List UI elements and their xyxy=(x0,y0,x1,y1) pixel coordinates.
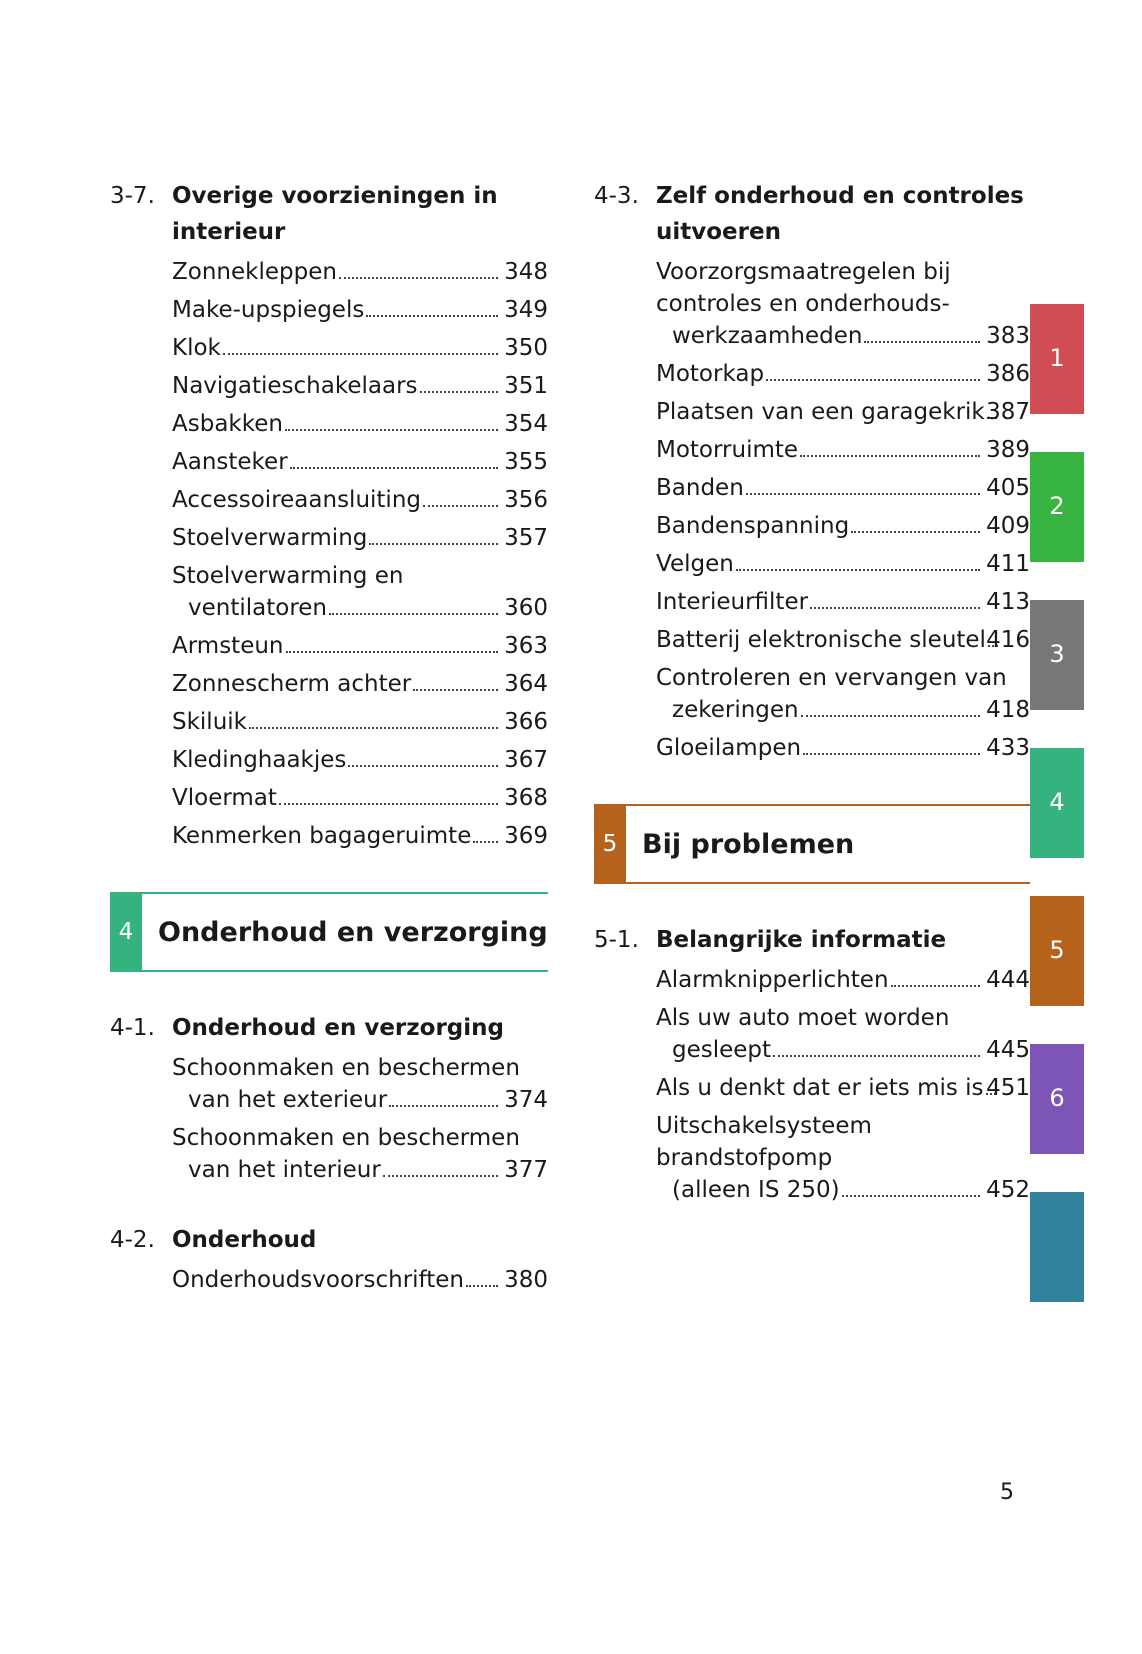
dot-leader xyxy=(891,985,981,987)
dot-leader xyxy=(736,569,980,571)
dot-leader xyxy=(801,715,980,717)
toc-entry-label-continued: van het exterieur xyxy=(188,1087,388,1113)
dot-leader xyxy=(279,803,498,805)
chapter-tab-2[interactable]: 2 xyxy=(1030,452,1084,562)
toc-page-number: 360 xyxy=(504,595,548,621)
toc-entry[interactable] xyxy=(656,1002,1030,1066)
chapter-banner-4[interactable] xyxy=(110,892,548,972)
toc-page-number: 363 xyxy=(504,633,548,659)
chapter-number: 5 xyxy=(594,804,626,884)
chapter-tab-4[interactable]: 4 xyxy=(1030,748,1084,858)
chapter-tab-5[interactable]: 5 xyxy=(1030,896,1084,1006)
dot-leader xyxy=(864,341,980,343)
dot-leader xyxy=(746,493,980,495)
toc-page-number: 350 xyxy=(504,335,548,361)
toc-entry[interactable] xyxy=(656,1110,1030,1206)
section-number: 4-2. xyxy=(110,1227,155,1253)
chapter-number: 4 xyxy=(110,892,142,972)
dot-leader xyxy=(389,1105,498,1107)
toc-entry[interactable] xyxy=(172,256,548,288)
toc-page-number: 357 xyxy=(504,525,548,551)
section-number: 4-3. xyxy=(594,183,639,209)
toc-page-number: 380 xyxy=(504,1267,548,1293)
dot-leader xyxy=(223,353,498,355)
toc-entry[interactable] xyxy=(172,630,548,662)
section-number: 4-1. xyxy=(110,1015,155,1041)
toc-entry-label: Kenmerken bagageruimte xyxy=(172,823,472,849)
toc-entry-label: Schoonmaken en beschermen xyxy=(172,1125,520,1151)
toc-entry[interactable] xyxy=(656,732,1030,764)
toc-entry-label: Alarmknipperlichten xyxy=(656,967,889,993)
toc-entry[interactable] xyxy=(172,332,548,364)
toc-entry[interactable] xyxy=(172,294,548,326)
toc-page-number: 367 xyxy=(504,747,548,773)
toc-entry-label: Zonnekleppen xyxy=(172,259,337,285)
toc-page-number: 389 xyxy=(986,437,1030,463)
toc-entry[interactable] xyxy=(172,370,548,402)
toc-entry[interactable] xyxy=(172,706,548,738)
toc-entry-label: Als u denkt dat er iets mis is xyxy=(656,1075,984,1101)
section-title[interactable]: Zelf onderhoud en controles uitvoeren xyxy=(656,183,1024,245)
toc-entry[interactable] xyxy=(172,408,548,440)
toc-entry[interactable] xyxy=(656,1072,1030,1104)
toc-entry-label: Gloeilampen xyxy=(656,735,802,761)
dot-leader xyxy=(773,1055,980,1057)
toc-entry-label: Armsteun xyxy=(172,633,284,659)
dot-leader xyxy=(249,727,498,729)
toc-entry-label: Onderhoudsvoorschriften xyxy=(172,1267,464,1293)
toc-page-number: 349 xyxy=(504,297,548,323)
toc-entry[interactable] xyxy=(656,624,1030,656)
toc-entry-label-continued: van het interieur xyxy=(188,1157,381,1183)
toc-page-number: 409 xyxy=(986,513,1030,539)
toc-entry-label: Navigatieschakelaars xyxy=(172,373,418,399)
section-title[interactable]: Overige voorzieningen in interieur xyxy=(172,183,498,245)
toc-page-number: 364 xyxy=(504,671,548,697)
toc-entry[interactable] xyxy=(656,964,1030,996)
section-number: 3-7. xyxy=(110,183,155,209)
toc-entry[interactable] xyxy=(172,1264,548,1296)
toc-page-number: 354 xyxy=(504,411,548,437)
toc-page-number: 383 xyxy=(986,323,1030,349)
chapter-tab-6[interactable]: 6 xyxy=(1030,1044,1084,1154)
dot-leader xyxy=(800,455,980,457)
toc-entry-label: Plaatsen van een garagekrik xyxy=(656,399,985,425)
toc-entry-label: Zonnescherm achter xyxy=(172,671,412,697)
toc-page-number: 411 xyxy=(986,551,1030,577)
chapter-tab-3[interactable]: 3 xyxy=(1030,600,1084,710)
toc-entry-label-continued: ventilatoren xyxy=(188,595,327,621)
toc-page-number: 356 xyxy=(504,487,548,513)
toc-page-number: 377 xyxy=(504,1157,548,1183)
section-heading-3-7 xyxy=(110,178,548,250)
dot-leader xyxy=(842,1195,980,1197)
toc-entry-label: Stoelverwarming xyxy=(172,525,368,551)
toc-entry[interactable] xyxy=(172,522,548,554)
dot-leader xyxy=(383,1175,498,1177)
toc-page-number: 433 xyxy=(986,735,1030,761)
toc-page-number: 368 xyxy=(504,785,548,811)
toc-list-4-3 xyxy=(594,256,1030,764)
section-title[interactable]: Onderhoud xyxy=(172,1227,317,1253)
toc-page-number: 348 xyxy=(504,259,548,285)
toc-page-number: 416 xyxy=(986,627,1030,653)
toc-page-number: 452 xyxy=(986,1177,1030,1203)
toc-entry-label: Velgen xyxy=(656,551,734,577)
dot-leader xyxy=(369,543,498,545)
toc-entry-label: Klok xyxy=(172,335,221,361)
toc-entry[interactable] xyxy=(656,256,1030,352)
dot-leader xyxy=(290,467,498,469)
toc-entry[interactable] xyxy=(656,510,1030,542)
dot-leader xyxy=(413,689,498,691)
toc-entry[interactable] xyxy=(172,446,548,478)
toc-entry[interactable] xyxy=(172,668,548,700)
toc-entry-label-continued: (alleen IS 250) xyxy=(672,1177,840,1203)
dot-leader xyxy=(423,505,498,507)
toc-entry[interactable] xyxy=(172,484,548,516)
toc-page-number: 355 xyxy=(504,449,548,475)
toc-entry-label: Asbakken xyxy=(172,411,283,437)
toc-page-number: 351 xyxy=(504,373,548,399)
page-number: 5 xyxy=(1000,1480,1014,1505)
chapter-title: Bij problemen xyxy=(642,828,855,860)
toc-page-number: 405 xyxy=(986,475,1030,501)
toc-entry[interactable] xyxy=(172,1052,548,1116)
toc-entry-label: Stoelverwarming en xyxy=(172,563,404,589)
section-heading-4-3 xyxy=(594,178,1030,250)
section-title[interactable]: Onderhoud en verzorging xyxy=(172,1015,504,1041)
dot-leader xyxy=(810,607,980,609)
toc-entry-label: Batterij elektronische sleutel xyxy=(656,627,986,653)
toc-entry-label: Interieurfilter xyxy=(656,589,809,615)
toc-entry-label: Als uw auto moet worden xyxy=(656,1005,950,1031)
toc-entry-label: Motorruimte xyxy=(656,437,799,463)
section-heading-5-1 xyxy=(594,922,1030,958)
toc-entry[interactable] xyxy=(656,586,1030,618)
dot-leader xyxy=(420,391,499,393)
toc-entry[interactable] xyxy=(656,434,1030,466)
dot-leader xyxy=(473,841,498,843)
chapter-title: Onderhoud en verzorging xyxy=(158,916,548,948)
toc-entry-label: Aansteker xyxy=(172,449,288,475)
toc-entry[interactable] xyxy=(656,358,1030,390)
toc-page-number: 445 xyxy=(986,1037,1030,1063)
toc-entry-label-continued: zekeringen xyxy=(672,697,799,723)
toc-page-number: 369 xyxy=(504,823,548,849)
toc-page-number: 387 xyxy=(986,399,1030,425)
toc-entry-label: Make-upspiegels xyxy=(172,297,365,323)
dot-leader xyxy=(329,613,498,615)
toc-list-3-7 xyxy=(110,256,548,852)
dot-leader xyxy=(348,765,498,767)
toc-page-number: 418 xyxy=(986,697,1030,723)
dot-leader xyxy=(851,531,980,533)
toc-list-4-1 xyxy=(110,1052,548,1186)
toc-entry-label: Banden xyxy=(656,475,744,501)
toc-entry[interactable] xyxy=(656,662,1030,726)
dot-leader xyxy=(766,379,980,381)
toc-entry-label: Accessoireaansluiting xyxy=(172,487,421,513)
toc-page-number: 374 xyxy=(504,1087,548,1113)
section-heading-4-1 xyxy=(110,1010,548,1046)
toc-entry[interactable] xyxy=(656,396,1030,428)
dot-leader xyxy=(339,277,498,279)
toc-entry[interactable] xyxy=(656,548,1030,580)
section-heading-4-2 xyxy=(110,1222,548,1258)
dot-leader xyxy=(803,753,980,755)
left-column xyxy=(110,178,548,1302)
toc-page-number: 366 xyxy=(504,709,548,735)
toc-entry[interactable] xyxy=(656,472,1030,504)
toc-entry[interactable] xyxy=(172,1122,548,1186)
toc-entry-label-continued: werkzaamheden xyxy=(672,323,863,349)
dot-leader xyxy=(285,429,498,431)
dot-leader xyxy=(366,315,498,317)
toc-entry-label: Controleren en vervangen van xyxy=(656,665,1007,691)
toc-page-number: 386 xyxy=(986,361,1030,387)
toc-entry-label: Bandenspanning xyxy=(656,513,850,539)
toc-entry-label: Uitschakelsysteem brandstofpomp xyxy=(656,1113,872,1171)
toc-page-number: 451 xyxy=(986,1075,1030,1101)
toc-entry[interactable] xyxy=(172,820,548,852)
section-number: 5-1. xyxy=(594,927,639,953)
dot-leader xyxy=(466,1285,498,1287)
section-title[interactable]: Belangrijke informatie xyxy=(656,927,947,953)
toc-entry-label: Skiluik xyxy=(172,709,247,735)
toc-entry-label: Voorzorgsmaatregelen bij controles en onderhouds- xyxy=(656,259,951,317)
toc-entry-label: Vloermat xyxy=(172,785,277,811)
chapter-tab-7[interactable] xyxy=(1030,1192,1084,1302)
toc-entry[interactable] xyxy=(172,560,548,624)
right-column xyxy=(594,178,1030,1212)
toc-list-4-2 xyxy=(110,1264,548,1296)
toc-entry[interactable] xyxy=(172,782,548,814)
toc-page-number: 413 xyxy=(986,589,1030,615)
toc-list-5-1 xyxy=(594,964,1030,1206)
chapter-tab-1[interactable]: 1 xyxy=(1030,304,1084,414)
dot-leader xyxy=(286,651,499,653)
toc-entry-label: Schoonmaken en beschermen xyxy=(172,1055,520,1081)
toc-entry[interactable] xyxy=(172,744,548,776)
chapter-banner-5[interactable] xyxy=(594,804,1030,884)
toc-entry-label: Kledinghaakjes xyxy=(172,747,347,773)
toc-entry-label-continued: gesleept xyxy=(672,1037,772,1063)
toc-entry-label: Motorkap xyxy=(656,361,765,387)
toc-page-number: 444 xyxy=(986,967,1030,993)
